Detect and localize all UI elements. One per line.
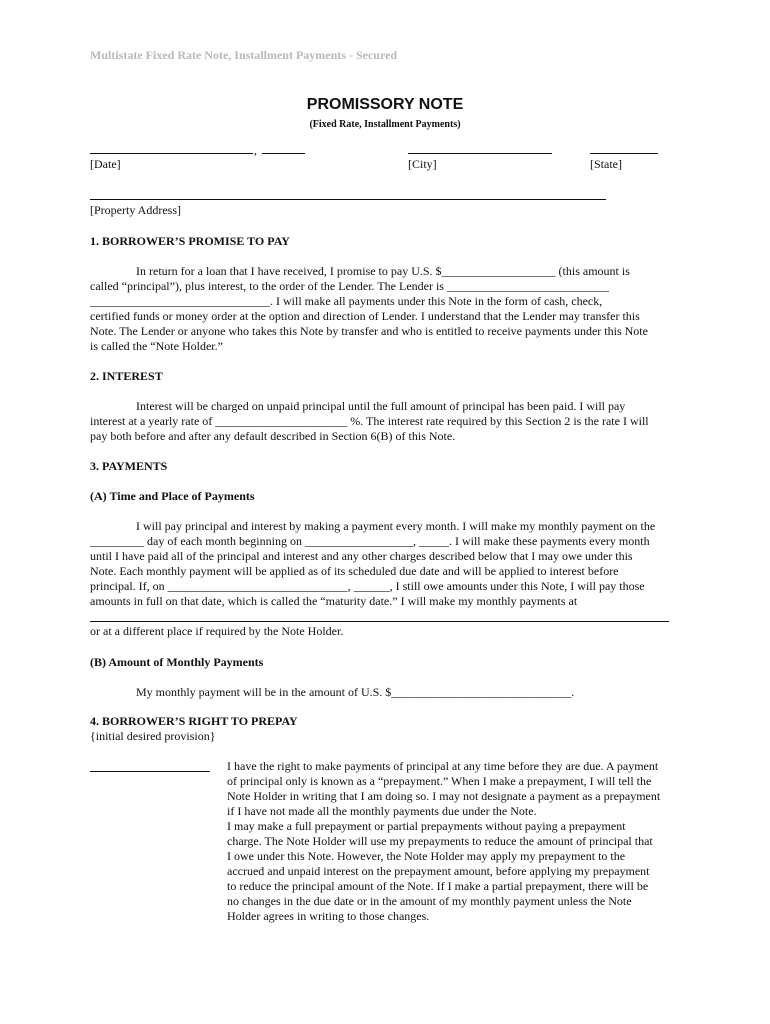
property-address-label: [Property Address]: [90, 203, 181, 217]
date-blank-line[interactable]: [90, 153, 253, 154]
state-blank-line[interactable]: [590, 153, 658, 154]
section-4-line: I have the right to make payments of principal at any time before they are due. A payment: [227, 759, 659, 773]
section-4-line: I owe under this Note. However, the Note Holder may apply my prepayment to the: [227, 849, 626, 863]
property-address-blank-line[interactable]: [90, 199, 606, 200]
section-4-line: Note Holder in writing that I am doing so. I may not designate a payment as a prepayment: [227, 789, 661, 803]
section-1-heading: 1. BORROWER’S PROMISE TO PAY: [90, 234, 290, 248]
section-1-line: Note. The Lender or anyone who takes this Note by transfer and who is entitled to receive payments under this Note: [90, 324, 648, 338]
section-1-line: ______________________________. I will make all payments under this Note in the form of cash, check,: [90, 294, 603, 308]
payment-place-blank-line[interactable]: [90, 621, 669, 622]
page-subtitle: (Fixed Rate, Installment Payments): [309, 119, 461, 130]
section-4-line: if I have not made all the monthly payments due under the Note.: [227, 804, 537, 818]
section-4-heading: 4. BORROWER’S RIGHT TO PREPAY: [90, 714, 298, 728]
document-header: Multistate Fixed Rate Note, Installment Payments - Secured: [90, 48, 398, 62]
section-3a-line: until I have paid all of the principal and interest and any other charges described below that I may owe under this: [90, 549, 633, 563]
city-label: [City]: [408, 157, 437, 171]
section-4-line: charge. The Note Holder will use my prepayments to reduce the amount of principal that: [227, 834, 653, 848]
section-1-line: certified funds or money order at the option and direction of Lender. I understand that the Lender may transfer this: [90, 309, 640, 323]
page-title: PROMISSORY NOTE: [306, 96, 464, 113]
section-4-line: accrued and unpaid interest on the prepayment amount, before applying my prepayment: [227, 864, 650, 878]
section-4-line: no changes in the due date or in the amount of my monthly payment unless the Note: [227, 894, 632, 908]
section-3a-subheading: (A) Time and Place of Payments: [90, 489, 255, 503]
section-4-line: I may make a full prepayment or partial prepayments without paying a prepayment: [227, 819, 626, 833]
city-blank-line[interactable]: [408, 153, 552, 154]
section-3b-line: My monthly payment will be in the amount of U.S. $______________________________.: [136, 685, 575, 699]
section-3b-subheading: (B) Amount of Monthly Payments: [90, 655, 264, 669]
date-comma: ,: [254, 143, 257, 157]
section-3a-line: I will pay principal and interest by making a payment every month. I will make my monthly payment on the: [136, 519, 656, 533]
section-4-line: to reduce the principal amount of the Note. If I make a partial prepayment, there will be: [227, 879, 649, 893]
year-blank-line[interactable]: [262, 153, 305, 154]
section-1-line: called “principal”), plus interest, to the order of the Lender. The Lender is ___________________________: [90, 279, 609, 293]
section-2-line: pay both before and after any default described in Section 6(B) of this Note.: [90, 429, 456, 443]
state-label: [State]: [590, 157, 622, 171]
date-label: [Date]: [90, 157, 121, 171]
section-1-line: In return for a loan that I have received, I promise to pay U.S. $___________________ (this amount is: [136, 264, 630, 278]
section-3a-last-line: or at a different place if required by the Note Holder.: [90, 624, 344, 638]
section-2-line: interest at a yearly rate of ______________________ %. The interest rate required by this Section 2 is the rate I will: [90, 414, 649, 428]
section-1-line: is called the “Note Holder.”: [90, 339, 223, 353]
section-2-heading: 2. INTEREST: [90, 369, 163, 383]
section-3a-line: amounts in full on that date, which is called the “maturity date.” I will make my monthly payments at: [90, 594, 578, 608]
initials-blank-line[interactable]: [90, 771, 210, 772]
section-2-line: Interest will be charged on unpaid principal until the full amount of principal has been paid. I will pay: [136, 399, 626, 413]
section-3a-line: _________ day of each month beginning on __________________, _____. I will make these payments every month: [90, 534, 650, 548]
section-3a-line: principal. If, on ______________________________, ______, I still owe amounts under this Note, I will pay those: [90, 579, 645, 593]
section-3a-line: Note. Each monthly payment will be applied as of its scheduled due date and will be applied to interest before: [90, 564, 619, 578]
section-4-provision-note: {initial desired provision}: [90, 729, 216, 743]
section-3-heading: 3. PAYMENTS: [90, 459, 168, 473]
section-4-line: Holder agrees in writing to those changes.: [227, 909, 430, 923]
section-4-line: of principal only is known as a “prepayment.” When I make a prepayment, I will tell the: [227, 774, 652, 788]
